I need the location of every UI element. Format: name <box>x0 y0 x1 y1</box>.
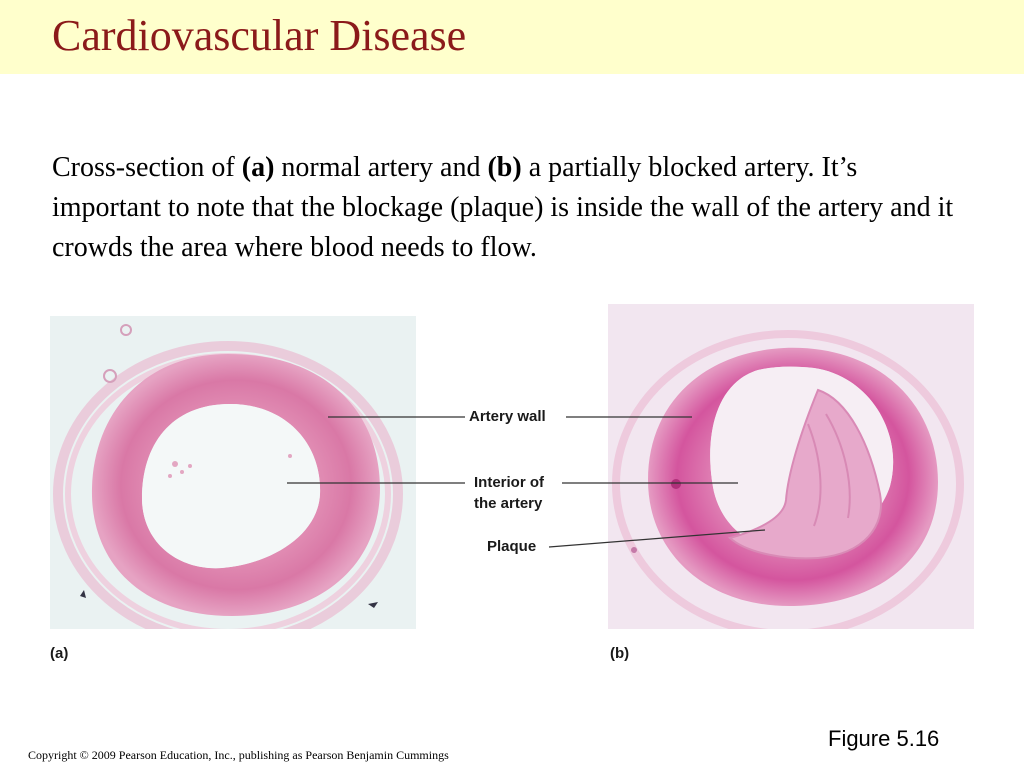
panel-a-label: (a) <box>50 645 69 662</box>
panel-b-label: (b) <box>610 645 630 662</box>
copyright-notice: Copyright © 2009 Pearson Education, Inc., publishing as Pearson Benjamin Cummings <box>28 748 449 762</box>
body-text-part: a partially blocked artery. It’s important to note that the blockage (plaque) is inside the wall of the artery and it crowds the area where blood needs to flow. <box>52 152 954 263</box>
figure-number: Figure 5.16 <box>828 726 940 751</box>
artery-wall-label: Artery wall <box>469 408 546 425</box>
body-text-part: normal artery and <box>274 152 488 183</box>
interior-label-line2: the artery <box>474 495 543 512</box>
body-text-label-a: (a) <box>241 152 275 183</box>
plaque-label: Plaque <box>487 538 537 555</box>
body-text-part: Cross-section of <box>52 152 242 183</box>
interior-label-line1: Interior of <box>474 474 544 491</box>
body-text-label-b: (b) <box>487 152 522 183</box>
slide-title: Cardiovascular Disease <box>52 11 467 60</box>
plaque-leader <box>549 530 765 547</box>
